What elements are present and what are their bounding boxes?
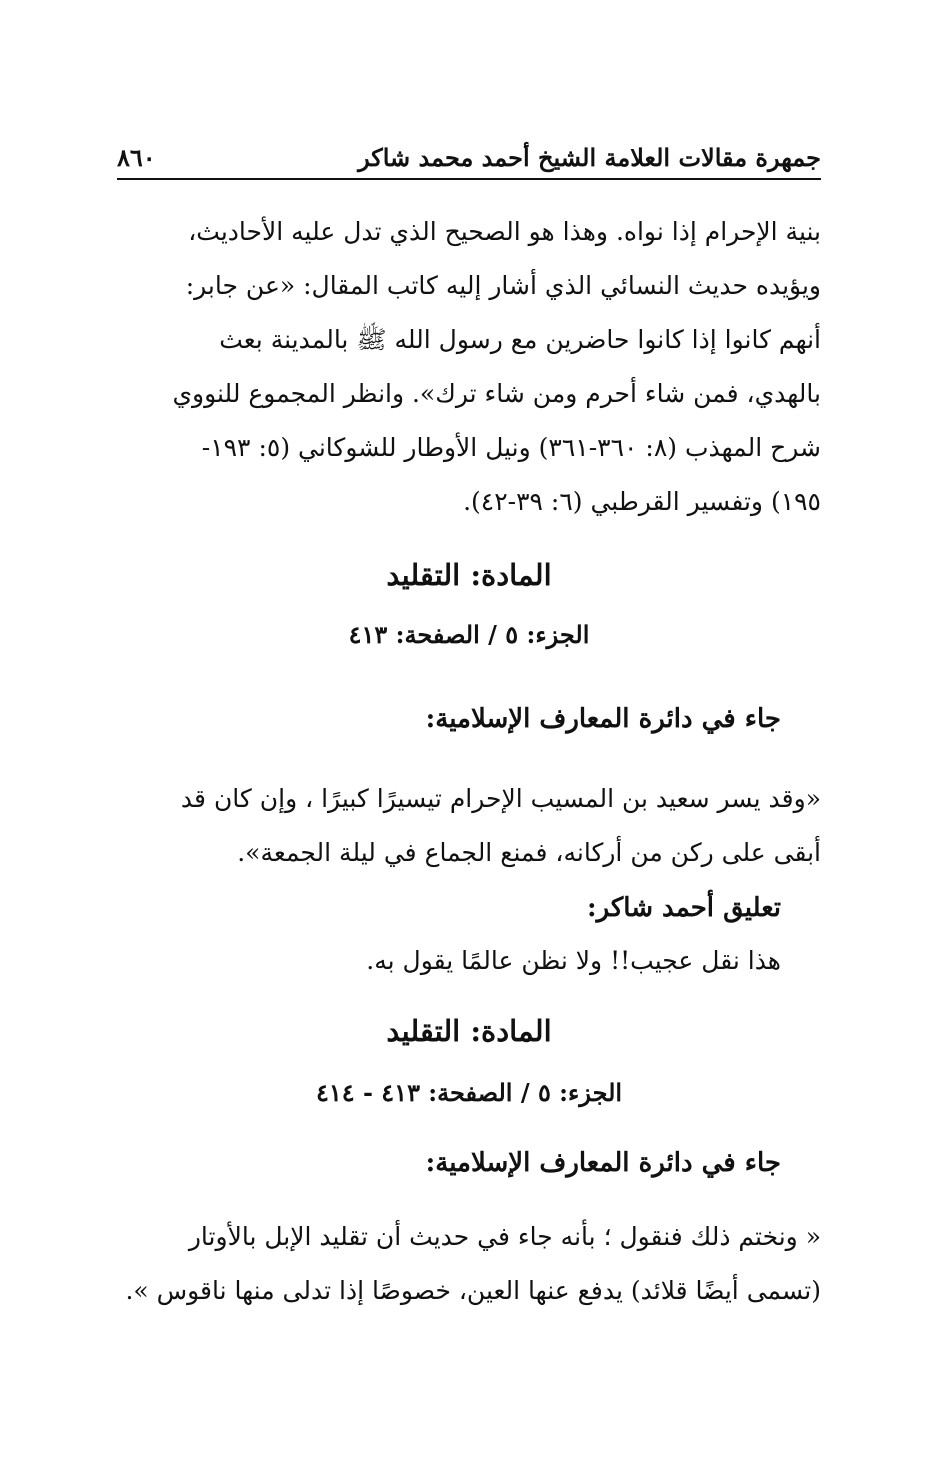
reference-line: الجزء: ٥ / الصفحة: ٤١٣ - ٤١٤ [315, 1078, 623, 1107]
section-heading [117, 558, 821, 592]
text-line: «وقد يسر سعيد بن المسيب الإحرام تيسيرًا كبيرًا ، وإن كان قد [180, 784, 821, 813]
intro-paragraph [117, 205, 821, 529]
section-title: المادة: التقليد [386, 558, 552, 592]
text-line: « ونختم ذلك فنقول ؛ بأنه جاء في حديث أن تقليد الإبل بالأوتار [188, 1222, 821, 1251]
running-title: جمهرة مقالات العلامة الشيخ أحمد محمد شاكر [358, 143, 821, 172]
quote-block [117, 772, 821, 880]
section-reference [117, 620, 821, 649]
text-line: ويؤيده حديث النسائي الذي أشار إليه كاتب المقال: «عن جابر: [185, 271, 821, 300]
intro-heading: جاء في دائرة المعارف الإسلامية: [425, 1148, 781, 1178]
text-line: بنية الإحرام إذا نواه. وهذا هو الصحيح الذي تدل عليه الأحاديث، [188, 217, 821, 246]
source-intro [117, 704, 821, 734]
text-line: أبقى على ركن من أركانه، فمنع الجماع في ليلة الجمعة». [237, 838, 821, 867]
section-heading [117, 1014, 821, 1048]
comment-text [117, 946, 821, 975]
comment-line: هذا نقل عجيب!! ولا نظن عالمًا يقول به. [366, 946, 781, 975]
page-header [117, 138, 821, 180]
text-line: بالهدي، فمن شاء أحرم ومن شاء ترك». وانظر المجموع للنووي [172, 379, 821, 408]
source-intro [117, 1148, 821, 1178]
text-line: ١٩٥) وتفسير القرطبي (٦: ٣٩-٤٢). [463, 487, 821, 516]
text-line: (تسمى أيضًا قلائد) يدفع عنها العين، خصوصًا إذا تدلى منها ناقوس ». [125, 1276, 821, 1305]
text-line: شرح المهذب (٨: ٣٦٠-٣٦١) ونيل الأوطار للشوكاني (٥: ١٩٣- [201, 433, 821, 462]
intro-heading: جاء في دائرة المعارف الإسلامية: [425, 704, 781, 734]
section-title: المادة: التقليد [386, 1014, 552, 1048]
reference-line: الجزء: ٥ / الصفحة: ٤١٣ [348, 620, 590, 649]
section-reference [117, 1078, 821, 1107]
text-line: أنهم كانوا إذا كانوا حاضرين مع رسول الله ﷺ بالمدينة بعث [219, 325, 821, 354]
page-number: ٨٦٠ [117, 143, 156, 172]
quote-block [117, 1210, 821, 1318]
comment-heading [117, 893, 821, 923]
comment-title: تعليق أحمد شاكر: [586, 893, 781, 923]
